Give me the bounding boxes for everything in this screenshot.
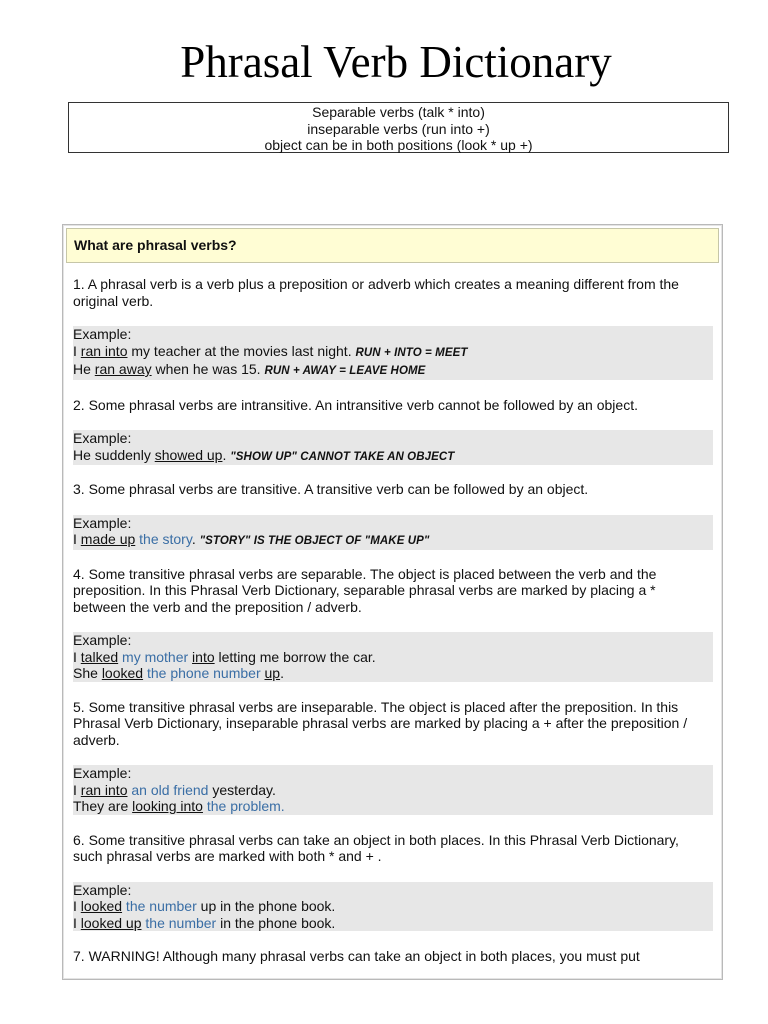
example-block-2	[73, 430, 713, 465]
example-note: RUN + AWAY = LEAVE HOME	[264, 365, 426, 377]
phrasal-verb: looked	[101, 665, 144, 681]
example-line: I looked up the number in the phone book.	[73, 914, 336, 931]
example-label: Example:	[73, 326, 132, 342]
object-phrase: the number	[141, 914, 217, 931]
example-line: I talked my mother into letting me borrow the car.	[73, 648, 376, 665]
object-phrase: an old friend	[127, 781, 209, 798]
object-phrase: the number	[122, 898, 197, 914]
paragraph-2: 2. Some phrasal verbs are intransitive. An intransitive verb cannot be followed by an object.	[73, 396, 638, 413]
paragraph-1: 1. A phrasal verb is a verb plus a preposition or adverb which creates a meaning different from the original verb.	[73, 276, 679, 309]
object-phrase: the problem.	[202, 798, 285, 814]
page-title: Phrasal Verb Dictionary	[180, 37, 612, 87]
phrasal-verb: looking into	[132, 798, 203, 814]
example-line: I looked the number up in the phone book.	[73, 898, 336, 914]
section-body	[73, 276, 712, 980]
example-line: I ran into an old friend yesterday.	[73, 781, 276, 798]
example-note: "STORY" IS THE OBJECT OF "MAKE UP"	[199, 535, 430, 547]
section-heading: What are phrasal verbs?	[66, 228, 719, 263]
content-panel	[62, 224, 723, 980]
example-block-5	[73, 765, 713, 815]
example-line: He ran away when he was 15. RUN + AWAY = LEAVE HOME	[73, 361, 426, 377]
object-phrase: the phone number	[143, 665, 265, 681]
object-phrase: my mother	[118, 648, 193, 665]
phrasal-verb: ran into	[80, 781, 128, 798]
example-label: Example:	[73, 514, 132, 531]
example-line: They are looking into the problem.	[73, 798, 285, 814]
phrasal-verb: ran away	[94, 361, 152, 377]
example-line: He suddenly showed up. "SHOW UP" CANNOT TAKE AN OBJECT	[73, 446, 455, 463]
phrasal-verb: talked	[80, 648, 119, 665]
paragraph-6: 6. Some transitive phrasal verbs can take an object in both places. In this Phrasal Verb Dictionary, such phrasal verbs are marked with both * and + .	[73, 831, 679, 864]
example-note: "SHOW UP" CANNOT TAKE AN OBJECT	[230, 450, 455, 463]
phrasal-verb: looked up	[80, 914, 142, 931]
paragraph-3: 3. Some phrasal verbs are transitive. A transitive verb can be followed by an object.	[73, 481, 589, 497]
example-label: Example:	[73, 632, 132, 648]
example-line: I made up the story. "STORY" IS THE OBJECT OF "MAKE UP"	[73, 531, 430, 547]
example-note: RUN + INTO = MEET	[355, 346, 468, 359]
legend-box	[68, 102, 729, 153]
example-block-6	[73, 882, 713, 932]
example-label: Example:	[73, 881, 132, 898]
object-phrase: the story	[135, 531, 192, 547]
example-label: Example:	[73, 765, 132, 781]
legend-both: object can be in both positions (look * up +)	[264, 137, 533, 153]
example-line: She looked the phone number up.	[73, 665, 284, 681]
phrasal-verb: made up	[80, 531, 136, 547]
paragraph-7: 7. WARNING! Although many phrasal verbs can take an object in both places, you must put	[73, 948, 640, 964]
example-block-1	[73, 326, 713, 380]
paragraph-4: 4. Some transitive phrasal verbs are separable. The object is placed between the verb and the preposition. In this Phrasal Verb Dictionary, separable phrasal verbs are marked by placing a * between the verb and the preposition / adverb.	[73, 565, 657, 615]
legend-inseparable: inseparable verbs (run into +)	[307, 120, 490, 137]
phrasal-verb: ran into	[80, 342, 128, 359]
phrasal-verb: showed up	[154, 446, 223, 463]
phrasal-verb: looked	[80, 898, 123, 914]
paragraph-5: 5. Some transitive phrasal verbs are inseparable. The object is placed after the preposition. In this Phrasal Verb Dictionary, inseparable phrasal verbs are marked by placing a + after the preposition / adverb.	[73, 698, 688, 748]
legend-separable: Separable verbs (talk * into)	[312, 104, 485, 120]
example-line: I ran into my teacher at the movies last night. RUN + INTO = MEET	[73, 342, 468, 359]
particle: up	[264, 665, 281, 681]
example-block-3	[73, 515, 713, 550]
example-block-4	[73, 632, 713, 682]
example-label: Example:	[73, 430, 132, 446]
particle: into	[192, 648, 215, 665]
